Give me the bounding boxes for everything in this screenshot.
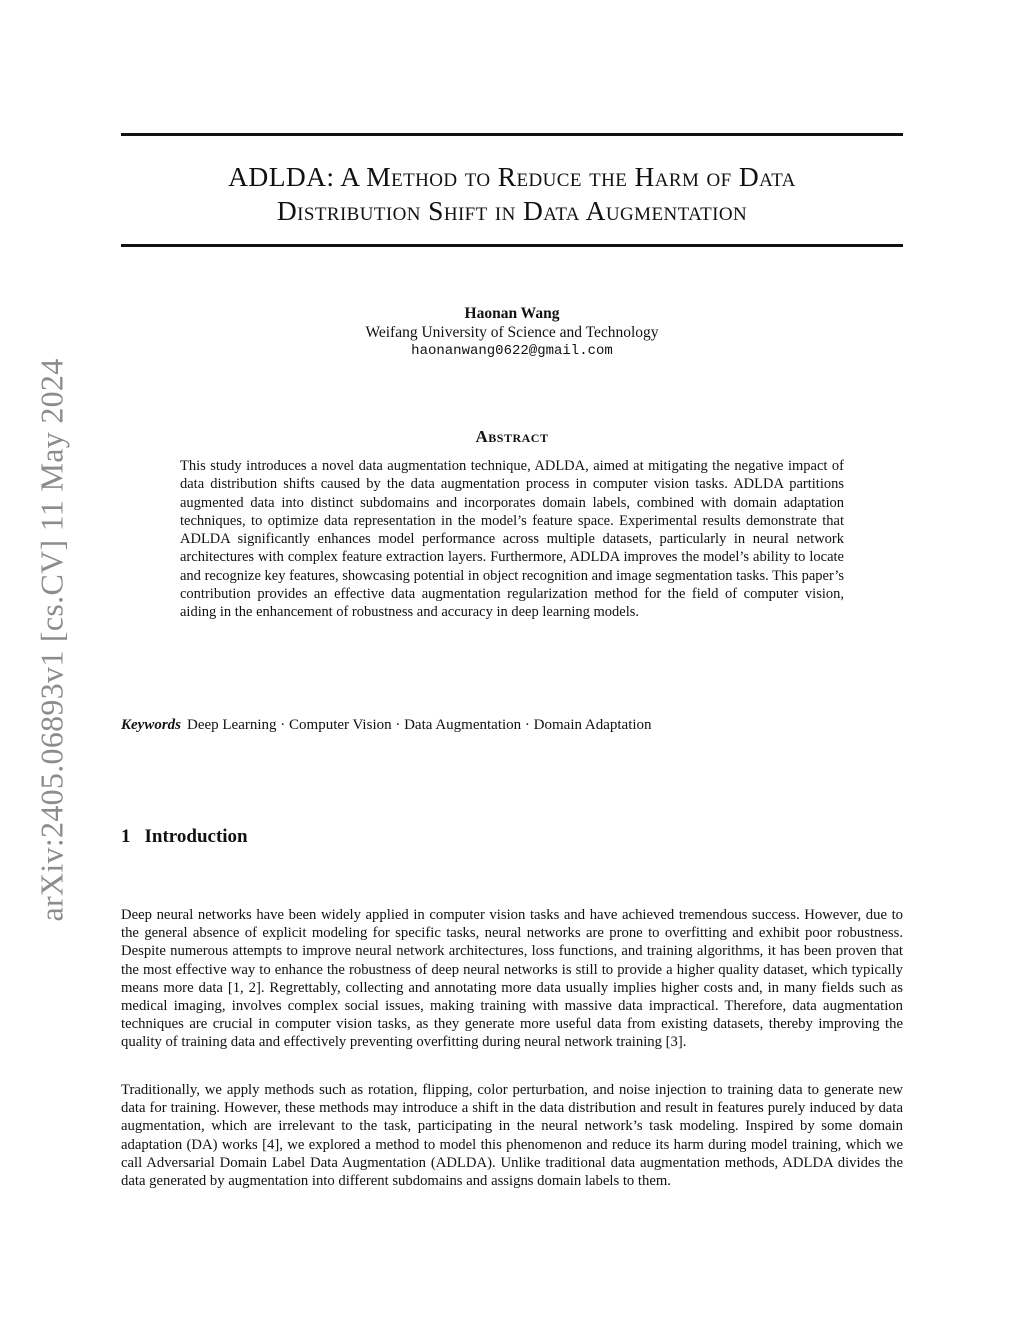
- intro-paragraph-1: Deep neural networks have been widely applied in computer vision tasks and have achieved tremendous success. However, due to the general absence of explicit modeling for specific tasks, neural networks are prone to overfitting and exhibit poor robustness. Despite numerous attempts to improve neural network architectures, loss functions, and training algorithms, it has been proven that the most effective way to enhance the robustness of deep neural networks is still to provide a higher quality dataset, which typically means more data [1, 2]. Regrettably, collecting and annotating more data usually implies higher costs and, in many fields such as medical imaging, involves complex social issues, making training with massive data impractical. Therefore, data augmentation techniques are crucial in computer vision tasks, as they generate more useful data from existing datasets, thereby improving the quality of training data and effectively preventing overfitting during neural network training [3].: [121, 907, 903, 1051]
- arxiv-identifier-stamp: arXiv:2405.06893v1 [cs.CV] 11 May 2024: [33, 358, 70, 922]
- author-block: [121, 304, 903, 361]
- title-bottom-rule: [121, 244, 903, 247]
- section-title: Introduction: [144, 826, 248, 847]
- keywords-label: Keywords: [121, 717, 181, 733]
- paper-title: [121, 160, 903, 228]
- author-email[interactable]: haonanwang0622@gmail.com: [411, 343, 613, 359]
- section-number: 1: [121, 826, 131, 847]
- paper-title-line-2: Distribution Shift in Data Augmentation: [276, 195, 748, 226]
- author-affiliation: Weifang University of Science and Technology: [365, 324, 659, 341]
- abstract-text: This study introduces a novel data augmentation technique, ADLDA, aimed at mitigating the negative impact of data distribution shifts caused by the data augmentation process in computer vision tasks. ADLDA partitions augmented data into distinct subdomains and incorporates domain labels, combined with domain adaptation techniques, to optimize data representation in the model’s feature space. Experimental results demonstrate that ADLDA significantly enhances model performance across multiple datasets, particularly in neural network architectures with complex feature extraction layers. Furthermore, ADLDA improves the model’s ability to locate and recognize key features, showcasing potential in object recognition and image segmentation tasks. This paper’s contribution provides an effective data augmentation regularization method for the field of computer vision, aiding in the enhancement of robustness and accuracy in deep learning models.: [180, 458, 844, 621]
- intro-paragraph-2: Traditionally, we apply methods such as rotation, flipping, color perturbation, and noise injection to training data to generate new data for training. However, these methods may introduce a shift in the data distribution and result in features purely induced by data augmentation, which are irrelevant to the task, participating in the neural network’s task modeling. Inspired by some domain adaptation (DA) works [4], we explored a method to model this phenomenon and reduce its harm during model training, which we call Adversarial Domain Label Data Augmentation (ADLDA). Unlike traditional data augmentation methods, ADLDA divides the data generated by augmentation into different subdomains and assigns domain labels to them.: [121, 1082, 903, 1190]
- keywords-text: Deep Learning · Computer Vision · Data Augmentation · Domain Adaptation: [187, 717, 652, 733]
- author-name: Haonan Wang: [464, 305, 560, 322]
- title-top-rule: [121, 133, 903, 136]
- paper-title-line-1: ADLDA: A Method to Reduce the Harm of Data: [228, 161, 796, 192]
- section-heading-introduction: [121, 826, 248, 848]
- keywords-line: [121, 716, 903, 735]
- abstract-heading: Abstract: [475, 427, 549, 446]
